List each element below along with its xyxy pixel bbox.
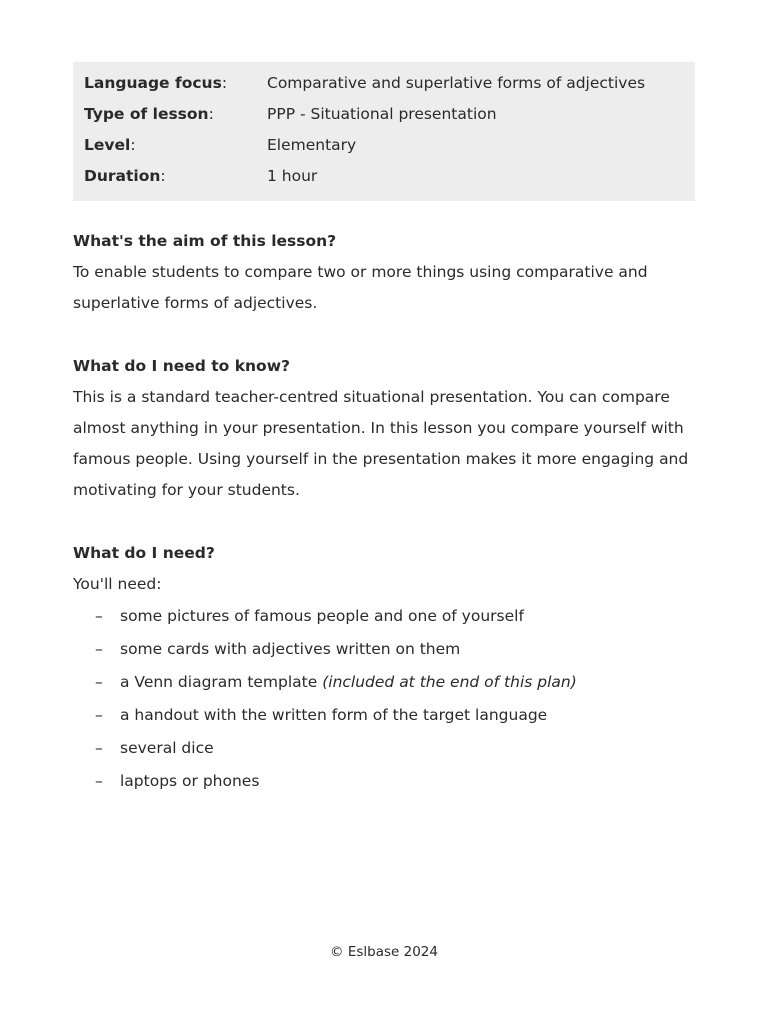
list-item-text: some pictures of famous people and one of yourself	[120, 606, 524, 625]
dash-bullet: –	[95, 771, 103, 790]
list-item	[73, 699, 695, 732]
info-value: 1 hour	[267, 167, 318, 185]
needs-list	[73, 600, 695, 798]
lesson-info-box	[73, 62, 695, 201]
dash-bullet: –	[95, 639, 103, 658]
need-section	[73, 538, 695, 798]
info-label: Duration:	[84, 167, 166, 185]
info-value: PPP - Situational presentation	[267, 105, 497, 123]
info-value: Elementary	[267, 136, 357, 154]
list-item-text: laptops or phones	[120, 771, 260, 790]
know-section	[73, 351, 695, 507]
list-item-text: a Venn diagram template (included at the end of this plan)	[120, 672, 577, 691]
info-label: Level:	[84, 136, 136, 154]
info-value: Comparative and superlative forms of adjectives	[267, 74, 646, 92]
list-item	[73, 633, 695, 666]
aim-section	[73, 226, 695, 320]
info-row-language-focus	[84, 70, 684, 101]
know-heading: What do I need to know?	[73, 356, 291, 375]
dash-bullet: –	[95, 705, 103, 724]
dash-bullet: –	[95, 672, 103, 691]
info-label: Type of lesson:	[84, 105, 214, 123]
list-item-text: a handout with the written form of the target language	[120, 705, 548, 724]
know-text: This is a standard teacher-centred situational presentation. You can compare almost anything in your presentation. In this lesson you compare yourself with famous people. Using yourself in the presentation makes it more engaging and motivating for your students.	[73, 387, 689, 500]
info-label: Language focus:	[84, 74, 228, 92]
dash-bullet: –	[95, 738, 103, 757]
list-item-text: some cards with adjectives written on them	[120, 639, 461, 658]
list-item	[73, 765, 695, 798]
list-item	[73, 666, 695, 699]
dash-bullet: –	[95, 606, 103, 625]
need-heading: What do I need?	[73, 543, 215, 562]
info-row-duration	[84, 163, 684, 194]
copyright-footer: © Eslbase 2024	[330, 944, 438, 960]
list-item	[73, 600, 695, 633]
info-row-level	[84, 132, 684, 163]
need-intro: You'll need:	[73, 574, 162, 593]
list-item	[73, 732, 695, 765]
lesson-plan-page	[73, 62, 695, 798]
aim-text: To enable students to compare two or more things using comparative and superlative forms of adjectives.	[73, 263, 648, 313]
info-row-type-of-lesson	[84, 101, 684, 132]
list-item-text: several dice	[120, 738, 214, 757]
aim-heading: What's the aim of this lesson?	[73, 232, 337, 250]
